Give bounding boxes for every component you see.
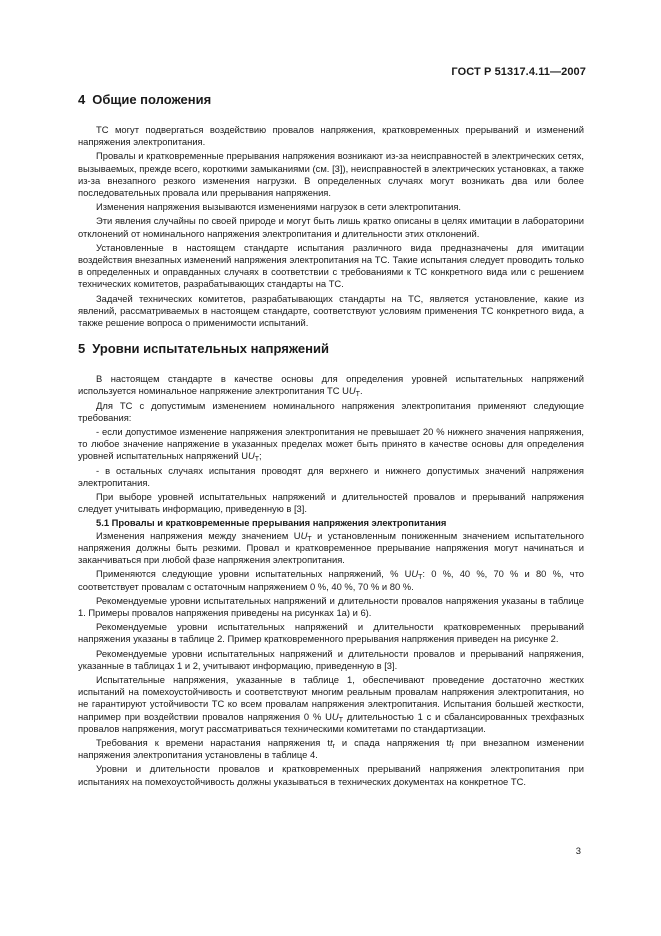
paragraph: Задачей технических комитетов, разрабатывающих стандарты на ТС, является установление, какие из явлений, рассматриваемых в настоящем стандарте, соответствуют условиям применения ТС конкретного вида, а также решение вопроса о применимости испытаний. xyxy=(78,292,584,329)
section-5-number: 5 xyxy=(78,341,86,357)
paragraph: Для ТС с допустимым изменением номинального напряжения электропитания применяют следующие требования: xyxy=(78,399,584,423)
subsection-5-1-heading: 5.1 Провалы и кратковременные прерывания напряжения электропитания xyxy=(96,517,447,529)
section-5-heading xyxy=(78,341,584,357)
section-5-title: Уровни испытательных напряжений xyxy=(92,341,329,357)
list-item: - в остальных случаях испытания проводят для верхнего и нижнего допустимых значений напряжения электропитания. xyxy=(78,464,584,488)
section-4-number: 4 xyxy=(78,92,86,107)
paragraph: Испытательные напряжения, указанные в таблице 1, обеспечивают проведение достаточно жестких испытаний на помехоустойчивость и соответствуют многим реальным провалам напряжения электропитания, но не гарантируют устойчивости ТС ко всем провалам напряжения электропитания. Испытания большей жесткости, например при воздействии провалов напряжения 0 % $UU_T$ длительностью 1 с и сбалансированных трехфазных провалов напряжения, могут рассматриваться техническими комитетами по стандартизации. xyxy=(78,673,585,734)
paragraph: Эти явления случайны по своей природе и могут быть лишь кратко описаны в целях имитации в лабораторини отклонений от номинального напряжения электропитания и длительности этих отклонений. xyxy=(78,215,584,239)
paragraph: При выборе уровней испытательных напряжений и длительностей провалов и прерываний напряжения следует учитывать информацию, приведенную в [3]. xyxy=(78,491,584,515)
page-content xyxy=(78,92,584,790)
paragraph: Провалы и кратковременные прерывания напряжения возникают из-за неисправностей в электрических сетях, вызываемых, прежде всего, короткими замыканиями (см. [3]), неисправностей в электрических установках, а также из-за внезапного резкого изменения нагрузки. В определенных случаях могут возникать два или более последовательных провала или прерывания напряжения. xyxy=(78,150,584,199)
list-item: - если допустимое изменение напряжения электропитания не превышает 20 % нижнего значения напряжения, то любое значение напряжение в указанных пределах может быть принято в качестве основы для определения уровней испытательных напряжений $UU_T$; xyxy=(78,426,584,464)
paragraph: Изменения напряжения вызываются изменениями нагрузок в сети электропитания. xyxy=(96,201,462,213)
paragraph: ТС могут подвергаться воздействию провалов напряжения, кратковременных прерываний и изменений напряжения электропитания. xyxy=(78,124,584,148)
section-4-title: Общие положения xyxy=(92,92,212,107)
paragraph: В настоящем стандарте в качестве основы для определения уровней испытательных напряжений используется номинальное напряжение электропитания ТС $UU_T$. xyxy=(78,373,584,399)
paragraph: Требования к времени нарастания напряжения $tt_r$ и спада напряжения $tt_f$ при внезапном изменении напряжения электропитания установлены в таблице 4. xyxy=(78,736,584,761)
paragraph: Применяются следующие уровни испытательных напряжений, % $UU_T$: 0 %, 40 %, 70 % и 80 %, что соответствует провалам с остаточным напряжением 0 %, 40 %, 70 % и 80 %. xyxy=(78,568,584,592)
section-4-heading xyxy=(78,92,584,108)
paragraph: Установленные в настоящем стандарте испытания различного вида предназначены для имитации воздействия внезапных изменений напряжения электропитания на ТС. Такие испытания следует проводить только в определенных и оправданных случаях в соответствии с требованиями к ТС конкретного вида или с решением технических комитетов, разрабатывающих стандарты на ТС. xyxy=(78,241,584,290)
paragraph: Рекомендуемые уровни испытательных напряжений и длительности провалов и прерываний напряжения, указанные в таблицах 1 и 2, учитывают информацию, приведенную в [3]. xyxy=(78,647,584,671)
paragraph: Уровни и длительности провалов и кратковременных прерываний напряжения электропитания при испытаниях на помехоустойчивость должны указываться в технических документах на конкретное ТС. xyxy=(78,763,584,787)
paragraph: Рекомендуемые уровни испытательных напряжений и длительности провалов напряжения указаны в таблице 1. Примеры провалов напряжения приведены на рисунках 1а) и 6). xyxy=(78,594,584,618)
page-number: 3 xyxy=(575,845,581,856)
document-id-header: ГОСТ Р 51317.4.11—2007 xyxy=(451,66,586,78)
paragraph: Рекомендуемые уровни испытательных напряжений и длительности кратковременных прерываний напряжения указаны в таблице 2. Пример кратковременного прерывания напряжения приведен на рисунке 2. xyxy=(78,621,584,645)
paragraph: Изменения напряжения между значением $UU_T$ и установленным пониженным значением испытательного напряжения должны быть резкими. Провал и кратковременное прерывание напряжения могут начинаться и заканчиваться при любой фазе напряжения электропитания. xyxy=(78,529,584,566)
